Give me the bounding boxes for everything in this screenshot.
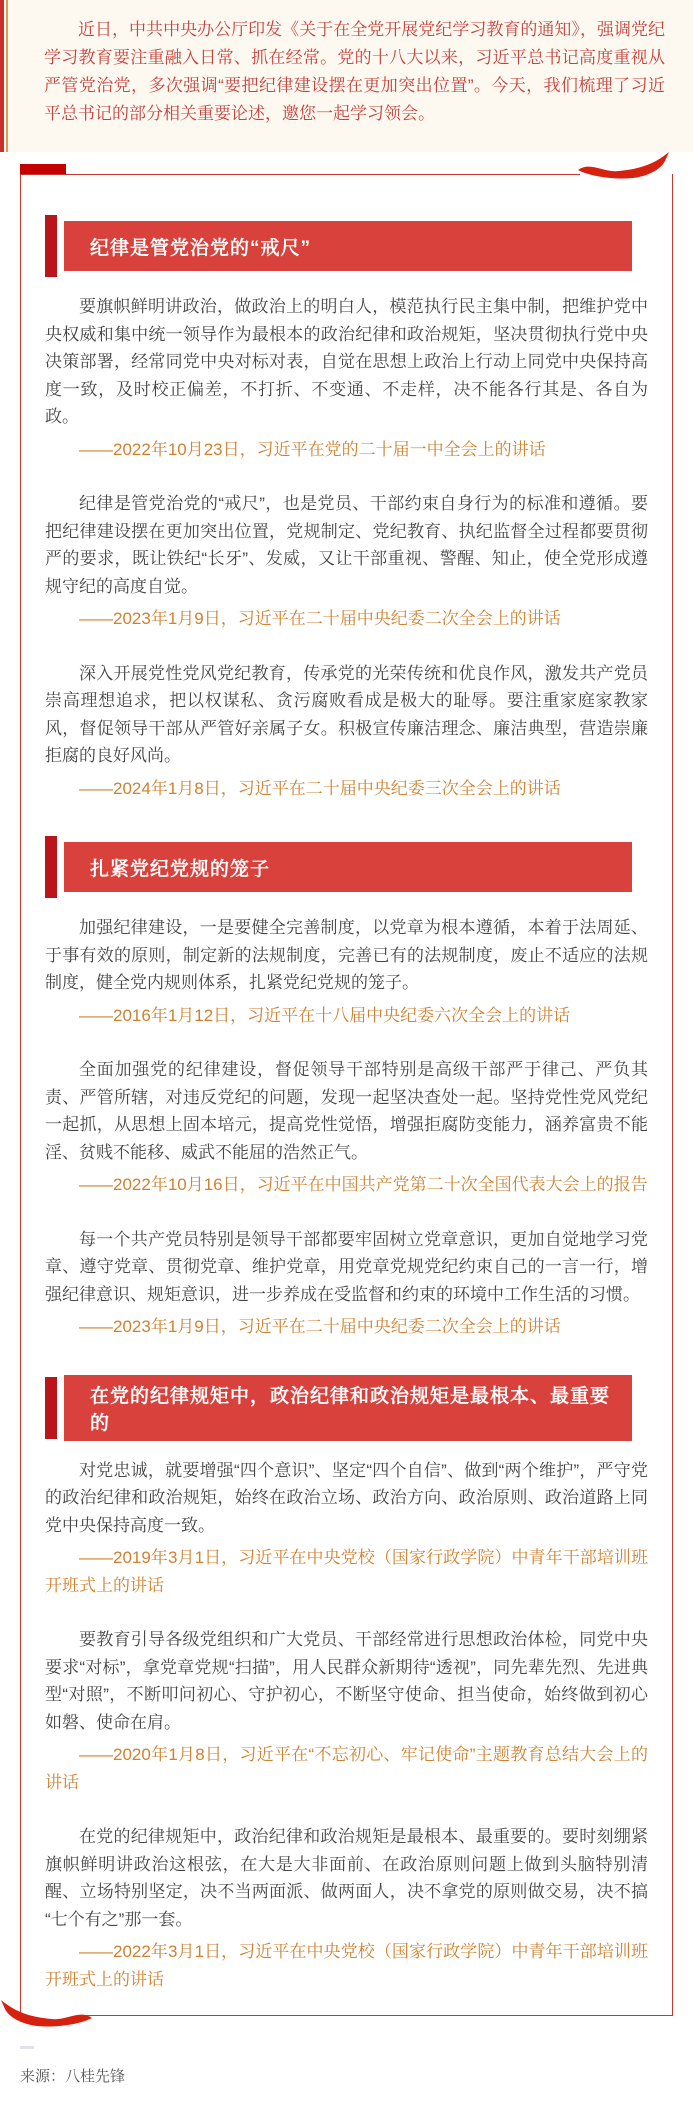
quote-attribution: ——2022年3月1日，习近平在中央党校（国家行政学院）中青年干部培训班开班式上的讲话 [45, 1942, 648, 1989]
section-accent-bar [45, 1377, 57, 1439]
footer [0, 2016, 693, 2103]
quote-attribution: ——2023年1月9日，习近平在二十届中央纪委二次全会上的讲话 [79, 1317, 561, 1336]
quote-text: 对党忠诚，就要增强“四个意识”、坚定“四个自信”、做到“两个维护”，严守党的政治纪律和政治规矩，始终在政治立场、政治方向、政治原则、政治道路上同党中央保持高度一致。 [45, 1460, 648, 1535]
quote-attribution: ——2022年10月16日，习近平在中国共产党第二十次全国代表大会上的报告 [79, 1175, 648, 1194]
section-cage-of-rules [45, 836, 648, 1341]
quote-text: 加强纪律建设，一是要健全完善制度，以党章为根本遵循，本着于法周延、于事有效的原则，制定新的法规制度，完善已有的法规制度，废止不适应的法规制度，健全党内规则体系，扎紧党纪党规的笼子。 [45, 918, 648, 992]
quote-text: 全面加强党的纪律建设，督促领导干部特别是高级干部严于律己、严负其责、严管所辖，对违反党纪的问题，发现一起坚决查处一起。坚持党性党风党纪一起抓，从思想上固本培元，提高党性觉悟，增强拒腐防变能力，涵养富贵不能淫、贫贱不能移、威武不能屈的浩然正气。 [45, 1060, 648, 1162]
section-header [45, 836, 648, 898]
quote-text: 纪律是管党治党的“戒尺”，也是党员、干部约束自身行为的标准和遵循。要把纪律建设摆在更加突出位置，党规制定、党纪教育、执纪监督全过程都要贯彻严的要求，既让铁纪“长牙”、发威，又让干部重视、警醒、知止，使全党形成遵规守纪的高度自觉。 [45, 494, 648, 596]
quote-text: 在党的纪律规矩中，政治纪律和政治规矩是最根本、最重要的。要时刻绷紧旗帜鲜明讲政治这根弦，在大是大非面前、在政治原则问题上做到头脑特别清醒、立场特别坚定，决不当两面派、做两面人，决不拿党的原则做交易，决不搞“七个有之”那一套。 [45, 1827, 648, 1929]
quote-block [45, 293, 648, 463]
corner-accent-rect [20, 164, 66, 174]
quote-block [45, 1626, 648, 1796]
quote-attribution: ——2024年1月8日，习近平在二十届中央纪委三次全会上的讲话 [79, 778, 561, 798]
quote-block [45, 1056, 648, 1199]
section-header [45, 215, 648, 277]
quote-text: 要教育引导各级党组织和广大党员、干部经常进行思想政治体检，同党中央要求“对标”，拿党章党规“扫描”，用人民群众新期待“透视”，同先辈先烈、先进典型“对照”，不断叩问初心、守护初心，不断坚守使命、担当使命，始终做到初心如磐、使命在肩。 [45, 1630, 648, 1732]
divider-dash [20, 2046, 34, 2049]
section-title: 扎紧党纪党规的笼子 [64, 842, 632, 892]
intro-inner [6, 0, 693, 152]
quote-block [45, 1457, 648, 1600]
quote-block [45, 490, 648, 633]
quote-attribution: ——2019年3月1日，习近平在中央党校（国家行政学院）中青年干部培训班开班式上的讲话 [45, 1548, 648, 1595]
quote-text: 深入开展党性党风党纪教育，传承党的光荣传统和优良作风，激发共产党员崇高理想追求，把以权谋私、贪污腐败看成是极大的耻辱。要注重家庭家教家风，督促领导干部从严管好亲属子女。积极宣传廉洁理念、廉洁典型，营造崇廉拒腐的良好风尚。 [45, 663, 648, 765]
quote-text: 每一个共产党员特别是领导干部都要牢固树立党章意识，更加自觉地学习党章、遵守党章、贯彻党章、维护党章，用党章党规党纪约束自己的一言一行，增强纪律意识、规矩意识，进一步养成在受监督和约束的环境中工作生活的习惯。 [45, 1229, 648, 1304]
section-political-discipline [45, 1375, 648, 1994]
intro-text: 近日，中共中央办公厅印发《关于在全党开展党纪学习教育的通知》，强调党纪学习教育要注重融入日常、抓在经常。党的十八大以来，习近平总书记高度重视从严管党治党，多次强调“要把纪律建设摆在更加突出位置”。今天，我们梳理了习近平总书记的部分相关重要论述，邀您一起学习领会。 [44, 20, 665, 123]
section-discipline-ruler [45, 215, 648, 802]
section-title: 在党的纪律规矩中，政治纪律和政治规矩是最根本、最重要的 [64, 1375, 632, 1441]
quote-attribution: ——2022年10月23日，习近平在党的二十届一中全会上的讲话 [79, 439, 546, 459]
quote-attribution: ——2023年1月9日，习近平在二十届中央纪委二次全会上的讲话 [79, 609, 561, 628]
quote-attribution: ——2020年1月8日，习近平在“不忘初心、牢记使命”主题教育总结大会上的讲话 [45, 1745, 648, 1792]
quote-block [45, 660, 648, 803]
intro-box [0, 0, 693, 152]
content-box [20, 174, 673, 2016]
source-label: 来源：八桂先锋 [20, 2068, 126, 2085]
section-accent-bar [45, 215, 57, 277]
quote-attribution: ——2016年1月12日，习近平在十八届中央纪委六次全会上的讲话 [79, 1005, 571, 1025]
section-accent-bar [45, 836, 57, 898]
ribbon-flag-icon [578, 149, 670, 183]
ribbon-flag-icon [0, 1997, 92, 2031]
section-title: 纪律是管党治党的“戒尺” [64, 221, 632, 271]
quote-block [45, 1823, 648, 1993]
quote-text: 要旗帜鲜明讲政治，做政治上的明白人，模范执行民主集中制，把维护党中央权威和集中统一领导作为最根本的政治纪律和政治规矩，坚决贯彻执行党中央决策部署，经常同党中央对标对表，自觉在思想上政治上行动上同党中央保持高度一致，及时校正偏差，不打折、不变通、不走样，决不能各行其是、各自为政。 [45, 297, 648, 426]
quote-block [45, 914, 648, 1029]
quote-block [45, 1226, 648, 1341]
section-header [45, 1375, 648, 1441]
